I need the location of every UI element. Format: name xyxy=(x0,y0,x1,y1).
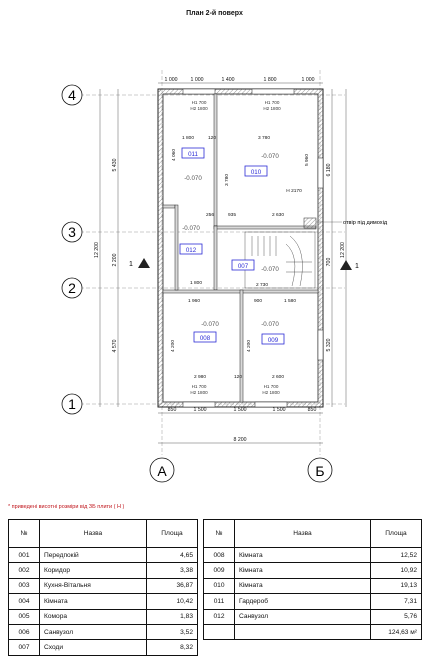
table-row: 001 Передпокій 4,65 xyxy=(9,548,198,563)
dim-inner-3780: 3 780 xyxy=(257,136,271,141)
col-header-name: Назва xyxy=(235,520,371,548)
col-header-name: Назва xyxy=(40,520,147,548)
dim-inner-1800: 1 800 xyxy=(181,136,195,141)
axis-lines xyxy=(80,70,345,455)
room-level-008: -0.070 xyxy=(201,321,219,328)
dim-top-1: 1 000 xyxy=(164,77,178,83)
dim-right-2: 700 xyxy=(326,257,332,267)
dim-right-total: 12 200 xyxy=(340,242,346,258)
dim-inner-4060: 4 060 xyxy=(172,148,177,162)
dim-inner-900: 900 xyxy=(253,299,263,304)
dim-top-4: 1 800 xyxy=(263,77,277,83)
room-tag-010: 010 xyxy=(250,169,262,176)
dim-inner-2600: 2 600 xyxy=(271,375,285,380)
dim-inner-h2170: H 2170 xyxy=(286,189,302,194)
dim-inner-2980: 2 980 xyxy=(193,375,207,380)
plan-title: План 2-й поверх xyxy=(186,10,243,17)
dim-inner-5960: 5 960 xyxy=(305,153,310,167)
window-labels xyxy=(187,100,281,395)
room-tags xyxy=(180,148,284,344)
stair xyxy=(245,232,315,288)
dim-right-1: 6 180 xyxy=(326,163,332,177)
table-row: 012 Санвузол 5,76 xyxy=(204,609,422,624)
axis-col-b: Б xyxy=(315,463,325,479)
table-row: 002 Коридор 3,38 xyxy=(9,563,198,578)
dim-inner-1800b: 1 800 xyxy=(189,281,203,286)
dim-inner-1580: 1 580 xyxy=(283,299,297,304)
dim-left-1: 5 430 xyxy=(112,158,118,172)
axis-row-2: 2 xyxy=(68,280,76,296)
table-row: 004 Кімната 10,42 xyxy=(9,594,198,609)
room-tag-009: 009 xyxy=(267,337,279,344)
col-header-no: № xyxy=(204,520,235,548)
chimney-note: отвір під димохід xyxy=(343,220,388,226)
dim-inner-935: 935 xyxy=(227,213,237,218)
dim-left-2: 2 200 xyxy=(112,253,118,267)
dim-inner-120a: 120 xyxy=(207,136,217,141)
dim-bottom-5: 850 xyxy=(307,407,317,413)
section-arrow-left-icon xyxy=(138,258,150,268)
dim-left-3: 4 570 xyxy=(112,339,118,353)
dim-bottom-3: 1 500 xyxy=(233,407,247,413)
axis-row-1: 1 xyxy=(68,396,76,412)
table-row: 010 Кімната 19,13 xyxy=(204,578,422,593)
dimension-lines xyxy=(100,83,346,443)
table-row: 006 Санвузол 3,52 xyxy=(9,624,198,639)
dim-top-5: 1 000 xyxy=(301,77,315,83)
window-label-top-right-h1: H1 700 xyxy=(264,100,280,105)
section-arrow-right-icon xyxy=(340,260,352,270)
table-row: 007 Сходи 8,32 xyxy=(9,640,198,655)
col-header-area: Площа xyxy=(371,520,422,548)
window-label-bottom-left-h2: H2 1800 xyxy=(190,390,208,395)
room-tag-011: 011 xyxy=(188,151,198,158)
dim-bottom-4: 1 500 xyxy=(272,407,286,413)
col-header-no: № xyxy=(9,520,40,548)
dim-total-width: 8 200 xyxy=(233,437,247,443)
col-header-area: Площа xyxy=(147,520,198,548)
window-label-bottom-right-h2: H2 1800 xyxy=(262,390,280,395)
dim-inner-256: 256 xyxy=(205,213,215,218)
table-row: 003 Кухня-Вітальня 36,87 xyxy=(9,578,198,593)
dim-inner-2630: 2 630 xyxy=(271,213,285,218)
room-level-007: -0.070 xyxy=(261,266,279,273)
dim-top-3: 1 400 xyxy=(221,77,235,83)
room-tag-007: 007 xyxy=(237,263,249,270)
window-label-top-left-h2: H2 1800 xyxy=(190,106,208,111)
room-schedule-right xyxy=(203,519,422,640)
dim-inner-120b: 120 xyxy=(233,375,243,380)
room-level-012: -0.070 xyxy=(182,225,200,232)
room-schedule-left xyxy=(8,519,198,656)
dim-inner-3780v: 3 780 xyxy=(225,173,230,187)
dim-inner-1960: 1 960 xyxy=(187,299,201,304)
height-note: * приведені висотні розміри від ЗБ плити ( Н ) xyxy=(8,504,125,510)
chimney xyxy=(304,218,316,228)
table-row: 011 Гардероб 7,31 xyxy=(204,594,422,609)
window-label-top-right-h2: H2 1800 xyxy=(263,106,281,111)
dim-inner-2730: 2 730 xyxy=(255,283,269,288)
dim-right-3: 5 320 xyxy=(326,338,332,352)
axis-col-a: А xyxy=(157,463,167,479)
dim-top-2: 1 000 xyxy=(190,77,204,83)
window-label-top-left-h1: H1 700 xyxy=(191,100,207,105)
dim-bottom-1: 850 xyxy=(167,407,177,413)
table-row: 009 Кімната 10,92 xyxy=(204,563,422,578)
axis-row-4: 4 xyxy=(68,87,76,103)
dim-left-total: 12 200 xyxy=(94,242,100,258)
axis-row-3: 3 xyxy=(68,224,76,240)
dim-bottom-2: 1 500 xyxy=(193,407,207,413)
window-label-bottom-right-h1: H1 700 xyxy=(263,384,279,389)
room-level-010: -0.070 xyxy=(261,153,279,160)
dim-inner-4200b: 4 200 xyxy=(247,339,252,353)
section-mark-left: 1 xyxy=(129,261,133,268)
dim-inner-4200a: 4 200 xyxy=(171,339,176,353)
section-mark-right: 1 xyxy=(355,263,359,270)
table-row: 005 Комора 1,83 xyxy=(9,609,198,624)
room-tag-008: 008 xyxy=(199,335,211,342)
table-total-row xyxy=(204,624,422,639)
window-label-bottom-left-h1: H1 700 xyxy=(191,384,207,389)
room-level-011: -0.070 xyxy=(184,175,202,182)
room-level-009: -0.070 xyxy=(261,321,279,328)
room-tag-012: 012 xyxy=(185,247,197,254)
total-area: 124,63 м² xyxy=(371,624,422,639)
table-row: 008 Кімната 12,52 xyxy=(204,548,422,563)
